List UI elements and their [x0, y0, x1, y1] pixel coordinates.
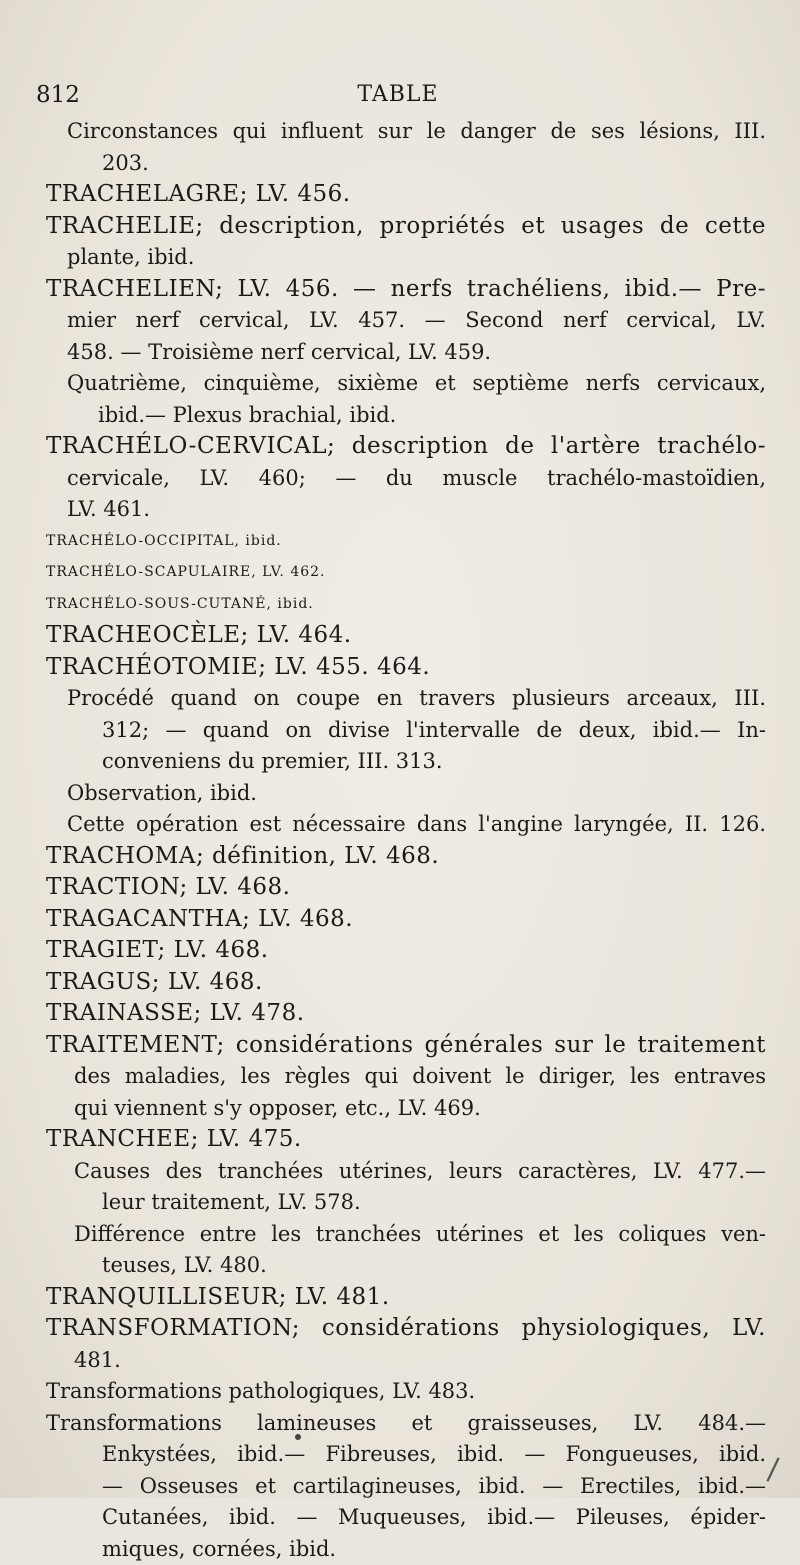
entry-heading: TRACHÉLO-SOUS-CUTANÉ, ibid.: [46, 589, 766, 621]
entry-line: Circonstances qui influent sur le danger de ses lésions, III.: [46, 116, 766, 148]
entry-line: Causes des tranchées utérines, leurs caractères, LV. 477.—: [46, 1156, 766, 1188]
entry-line: Quatrième, cinquième, sixième et septième nerfs cervicaux,: [46, 368, 766, 400]
entry-line: cervicale, LV. 460; — du muscle trachélo-mastoïdien,: [46, 463, 766, 495]
entry-line: 312; — quand on divise l'intervalle de deux, ibid.— In-: [46, 715, 766, 747]
entry-line: miques, cornées, ibid.: [46, 1534, 766, 1565]
entry-line: 481.: [46, 1345, 766, 1377]
entry-heading: TRACHÉLO-CERVICAL; description de l'artère trachélo-: [46, 431, 766, 463]
entry-line: Enkystées, ibid.— Fibreuses, ibid. — Fongueuses, ibid.: [46, 1439, 766, 1471]
entry-line: des maladies, les règles qui doivent le diriger, les entraves: [46, 1061, 766, 1093]
entry-heading: TRAITEMENT; considérations générales sur le traitement: [46, 1030, 766, 1062]
margin-stroke: /: [766, 1451, 781, 1487]
entry-line: leur traitement, LV. 578.: [46, 1187, 766, 1219]
entry-line: — Osseuses et cartilagineuses, ibid. — Erectiles, ibid.—: [46, 1471, 766, 1503]
entry-line: qui viennent s'y opposer, etc., LV. 469.: [46, 1093, 766, 1125]
entry-line: ibid.— Plexus brachial, ibid.: [46, 400, 766, 432]
entry-heading: TRACHELIEN; LV. 456. — nerfs trachéliens, ibid.— Pre-: [46, 274, 766, 306]
entry-heading: TRANQUILLISEUR; LV. 481.: [46, 1282, 766, 1314]
page-header: [36, 82, 760, 116]
entry-heading: TRACHELIE; description, propriétés et usages de cette: [46, 211, 766, 243]
entry-line: Transformations pathologiques, LV. 483.: [46, 1376, 766, 1408]
entry-line: 203.: [46, 148, 766, 180]
entry-heading: TRACHÉOTOMIE; LV. 455. 464.: [46, 652, 766, 684]
ink-dot: [295, 1434, 301, 1440]
entry-heading: TRACHOMA; définition, LV. 468.: [46, 841, 766, 873]
entry-heading: TRANCHEE; LV. 475.: [46, 1124, 766, 1156]
entry-line: Procédé quand on coupe en travers plusieurs arceaux, III.: [46, 683, 766, 715]
entry-heading: TRAINASSE; LV. 478.: [46, 998, 766, 1030]
entry-heading: TRAGACANTHA; LV. 468.: [46, 904, 766, 936]
entry-heading: TRACTION; LV. 468.: [46, 872, 766, 904]
entry-heading: TRACHÉLO-OCCIPITAL, ibid.: [46, 526, 766, 558]
entry-line: Cutanées, ibid. — Muqueuses, ibid.— Pileuses, épider-: [46, 1502, 766, 1534]
entry-line: Cette opération est nécessaire dans l'angine laryngée, II. 126.: [46, 809, 766, 841]
entry-line: Transformations lamineuses et graisseuses, LV. 484.—: [46, 1408, 766, 1440]
index-entries: [46, 116, 766, 1565]
entry-line: teuses, LV. 480.: [46, 1250, 766, 1282]
entry-line: Différence entre les tranchées utérines et les coliques ven-: [46, 1219, 766, 1251]
entry-heading: TRANSFORMATION; considérations physiologiques, LV.: [46, 1313, 766, 1345]
entry-line: LV. 461.: [46, 494, 766, 526]
entry-heading: TRACHÉLO-SCAPULAIRE, LV. 462.: [46, 557, 766, 589]
entry-line: plante, ibid.: [46, 242, 766, 274]
entry-heading: TRACHEOCÈLE; LV. 464.: [46, 620, 766, 652]
entry-line: 458. — Troisième nerf cervical, LV. 459.: [46, 337, 766, 369]
entry-heading: TRAGIET; LV. 468.: [46, 935, 766, 967]
entry-line: mier nerf cervical, LV. 457. — Second nerf cervical, LV.: [46, 305, 766, 337]
entry-line: Observation, ibid.: [46, 778, 766, 810]
entry-heading: TRAGUS; LV. 468.: [46, 967, 766, 999]
entry-heading: TRACHELAGRE; LV. 456.: [46, 179, 766, 211]
page-number: 812: [36, 82, 80, 108]
running-title: TABLE: [36, 82, 760, 107]
entry-line: conveniens du premier, III. 313.: [46, 746, 766, 778]
